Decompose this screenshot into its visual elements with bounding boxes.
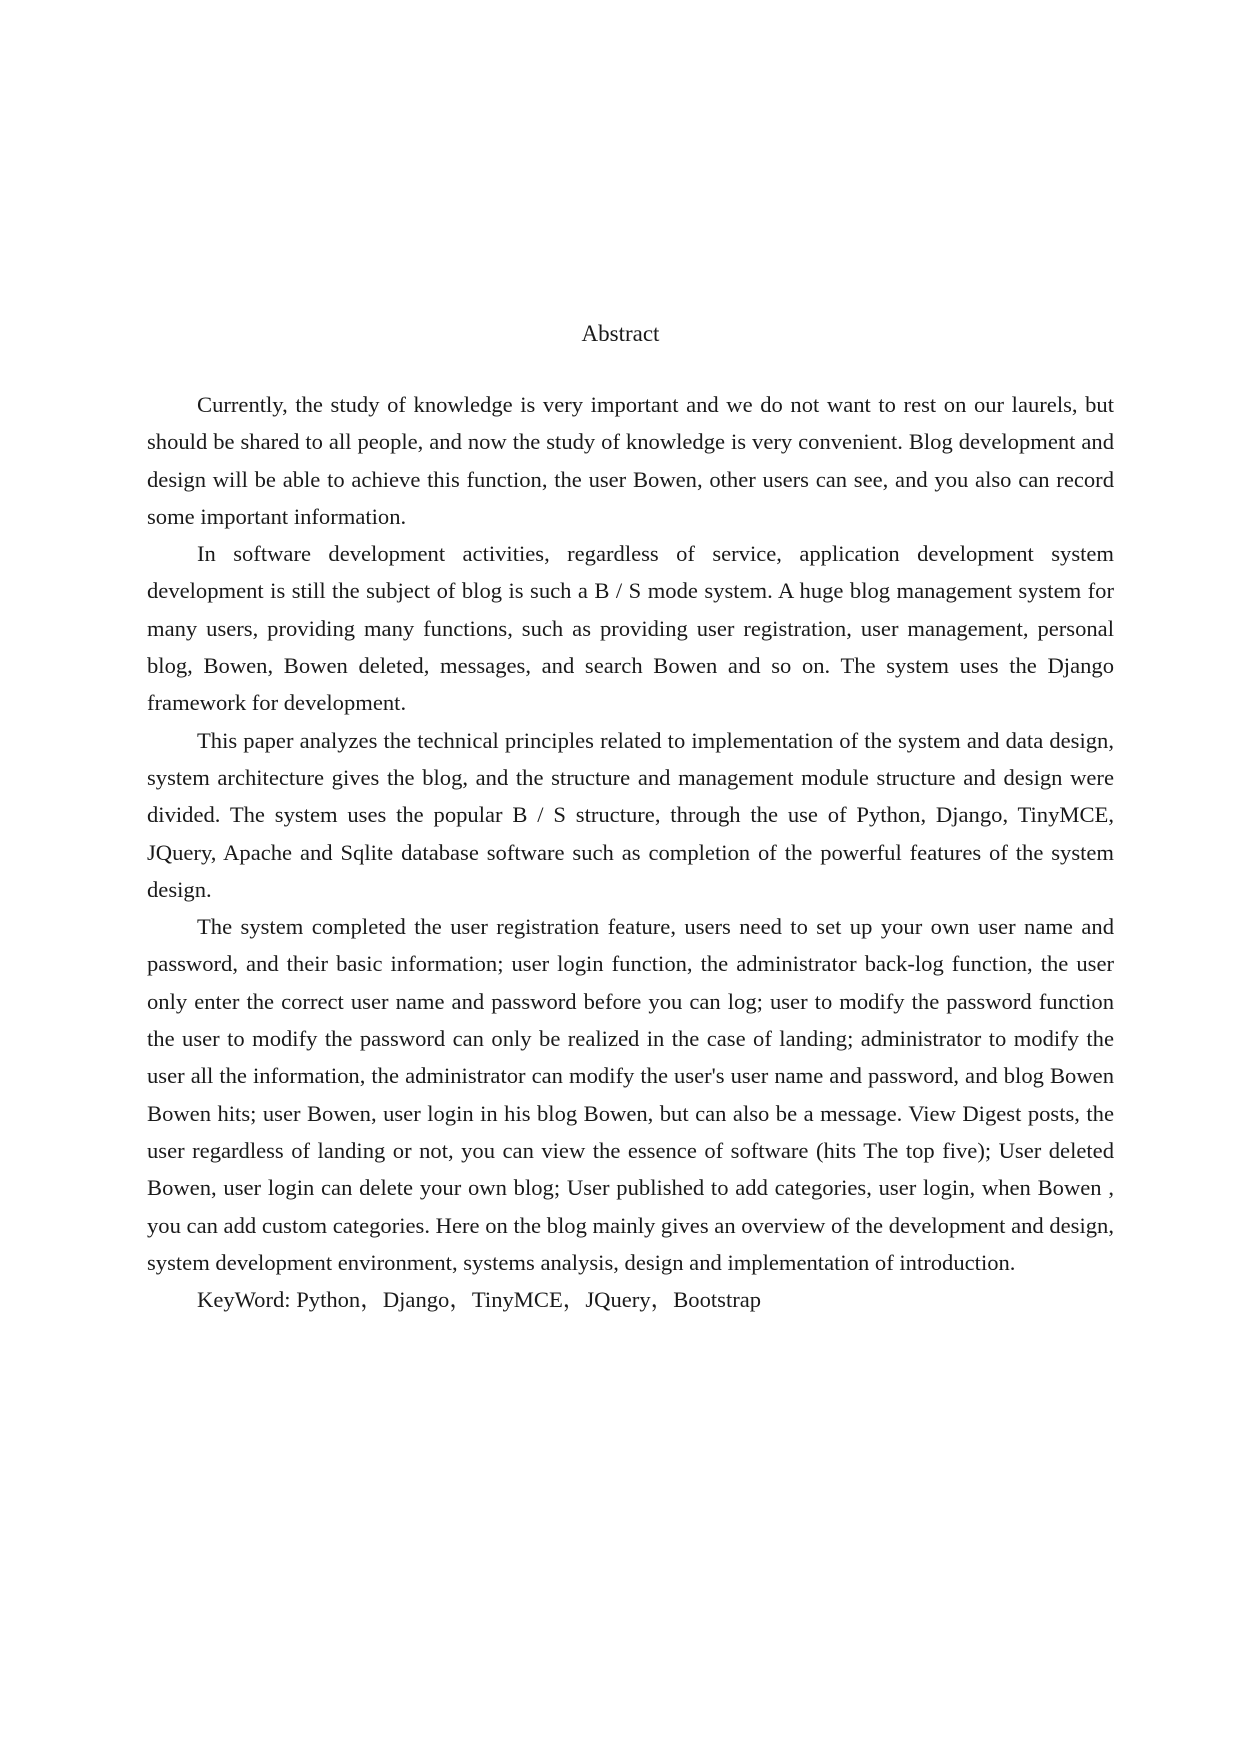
abstract-paragraph-3: This paper analyzes the technical principles related to implementation of the system and data design, system architecture gives the blog, and the structure and management module structure and design were divided. The system uses the popular B / S structure, through the use of Python, Django, TinyMCE, JQuery, Apache and Sqlite database software such as completion of the powerful features of the system design.: [147, 727, 1114, 902]
abstract-paragraph-4: The system completed the user registration feature, users need to set up your own user name and password, and their basic information; user login function, the administrator back-log function, the user only enter the correct user name and password before you can log; user to modify the password function the user to modify the password can only be realized in the case of landing; administrator to modify the user all the information, the administrator can modify the user's user name and password, and blog Bowen Bowen hits; user Bowen, user login in his blog Bowen, but can also be a message. View Digest posts, the user regardless of landing or not, you can view the essence of software (hits The top five); User deleted Bowen, user login can delete your own blog; User published to add categories, user login, when Bowen , you can add custom categories. Here on the blog mainly gives an overview of the development and design, system development environment, systems analysis, design and implementation of introduction.: [147, 914, 1114, 1275]
keywords-line: KeyWord: Python，Django，TinyMCE，JQuery，Bootstrap: [197, 1287, 762, 1313]
abstract-paragraph-1: Currently, the study of knowledge is very important and we do not want to rest on our laurels, but should be shared to all people, and now the study of knowledge is very convenient. Blog development and design will be able to achieve this function, the user Bowen, other users can see, and you also can record some important information.: [147, 392, 1114, 529]
abstract-title: Abstract: [581, 321, 660, 346]
abstract-paragraph-2: In software development activities, regardless of service, application development system development is still the subject of blog is such a B / S mode system. A huge blog management system for many users, providing many functions, such as providing user registration, user management, personal blog, Bowen, Bowen deleted, messages, and search Bowen and so on. The system uses the Django framework for development.: [147, 541, 1114, 716]
abstract-body: [147, 386, 1114, 1318]
